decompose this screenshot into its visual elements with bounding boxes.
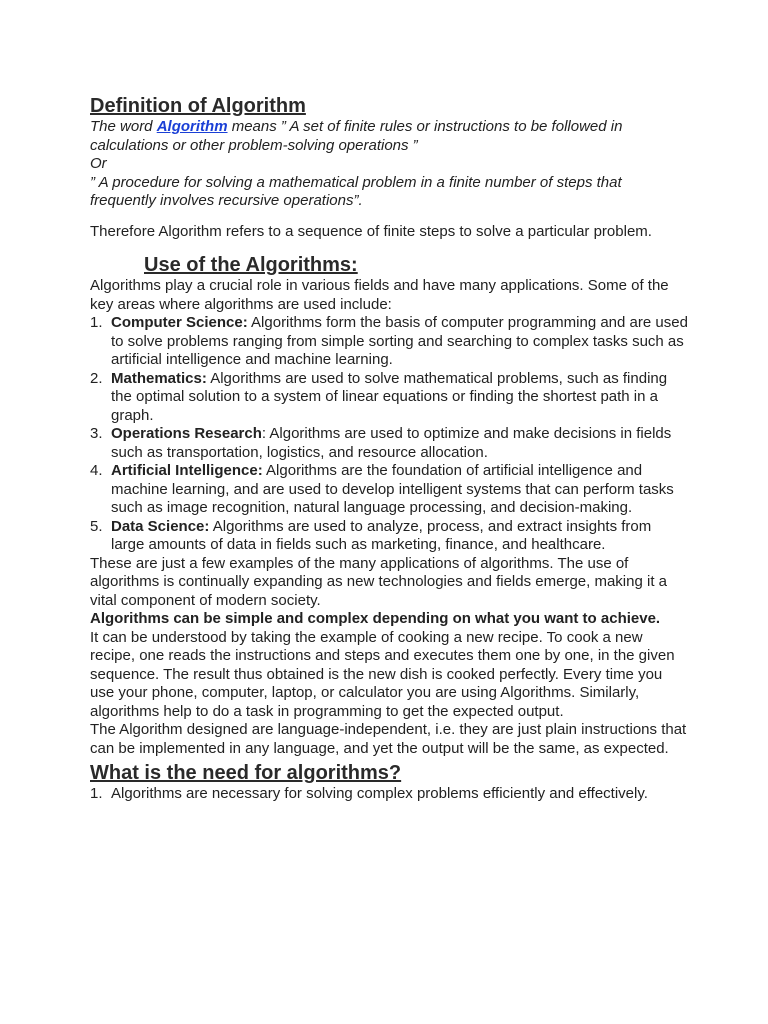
uses-list bbox=[90, 314, 688, 555]
uses-after: These are just a few examples of the many applications of algorithms. The use of algorithms is continually expanding as new technologies and fields emerge, making it a vital component of modern society. bbox=[90, 554, 667, 609]
list-item-term: Computer Science: bbox=[111, 314, 248, 331]
algorithm-link[interactable]: Algorithm bbox=[156, 118, 228, 135]
uses-independent: The Algorithm designed are language-independent, i.e. they are just plain instructions that can be implemented in any language, and yet the output will be the same, as expected. bbox=[90, 721, 687, 757]
uses-intro: Algorithms play a crucial role in various fields and have many applications. Some of the key areas where algorithms are used include: bbox=[90, 277, 669, 313]
need-list bbox=[90, 785, 688, 804]
list-item-term: Artificial Intelligence: bbox=[111, 462, 263, 479]
need-heading: What is the need for algorithms? bbox=[90, 762, 402, 784]
definition-or: Or bbox=[90, 155, 107, 172]
list-item: 2. Mathematics: Algorithms are used to solve mathematical problems, such as finding the optimal solution to a system of linear equations or finding the shortest path in a graph. bbox=[90, 369, 668, 424]
list-item: 5. Data Science: Algorithms are used to analyze, process, and extract insights from large amounts of data in fields such as marketing, finance, and healthcare. bbox=[90, 517, 652, 553]
definition-therefore: Therefore Algorithm refers to a sequence of finite steps to solve a particular problem. bbox=[90, 222, 652, 240]
list-item: 1. Algorithms are necessary for solving complex problems efficiently and effectively. bbox=[90, 785, 648, 802]
definition-heading: Definition of Algorithm bbox=[90, 95, 306, 117]
definition-line-2: ” A procedure for solving a mathematical problem in a finite number of steps that frequently involves recursive operations”. bbox=[90, 173, 622, 209]
list-item-term: Operations Research bbox=[111, 425, 262, 442]
uses-cooking: It can be understood by taking the example of cooking a new recipe. To cook a new recipe, one reads the instructions and steps and executes them one by one, in the given sequence. The result thus obtained is the new dish is cooked perfectly. Every time you use your phone, computer, laptop, or calculator you are using Algorithms. Similarly, algorithms help to do a task in programming to get the expected output. bbox=[90, 628, 675, 720]
list-item: 4. Artificial Intelligence: Algorithms are the foundation of artificial intelligence and machine learning, and are used to develop intelligent systems that can perform tasks such as image recognition, natural language processing, and decision-making. bbox=[90, 462, 674, 516]
list-item-term: Mathematics: bbox=[111, 369, 207, 387]
uses-heading: Use of the Algorithms: bbox=[144, 254, 358, 276]
list-item: 3. Operations Research: Algorithms are used to optimize and make decisions in fields such as transportation, logistics, and resource allocation. bbox=[90, 425, 672, 461]
list-item-term: Data Science: bbox=[111, 517, 210, 535]
uses-bold-line: Algorithms can be simple and complex depending on what you want to achieve. bbox=[90, 610, 661, 627]
definition-line-1: The word Algorithm means ” A set of finite rules or instructions to be followed in calculations or other problem-solving operations ” bbox=[90, 118, 623, 154]
list-item: 1. Computer Science: Algorithms form the basis of computer programming and are used to solve problems ranging from simple sorting and searching to complex tasks such as artificial intelligence and machine learning. bbox=[90, 314, 688, 368]
